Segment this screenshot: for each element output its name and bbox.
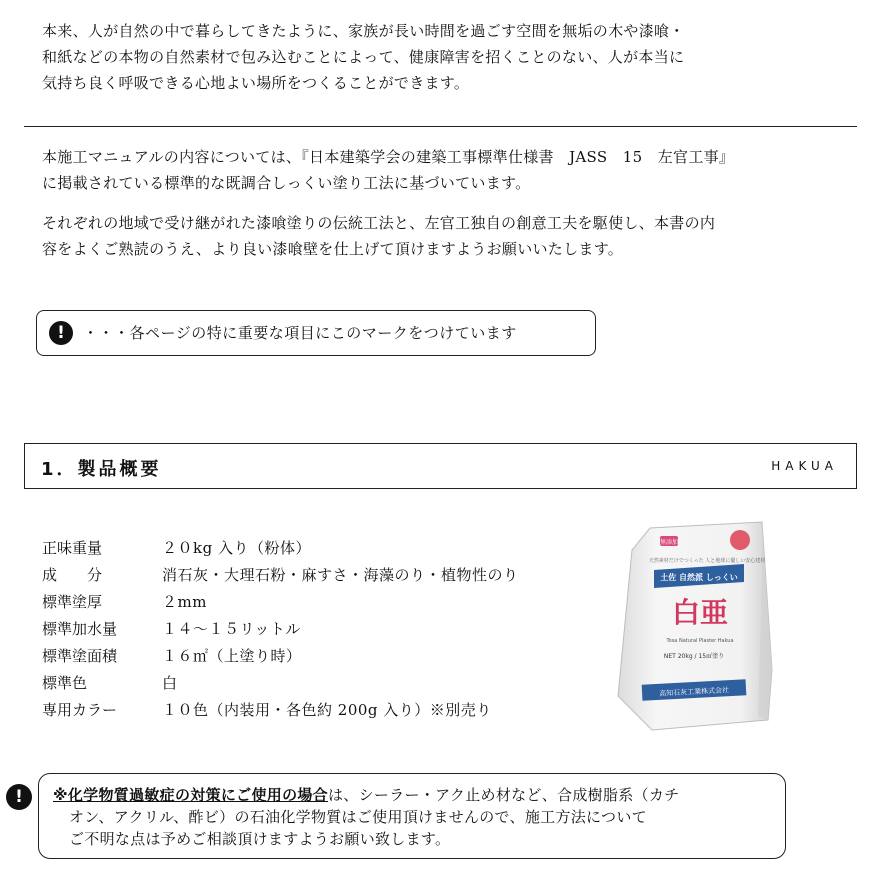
spec-value: ２０kg 入り（粉体） xyxy=(162,539,311,557)
notice-line: オン、アクリル、酢ビ）の石油化学物質はご使用頂けませんので、施工方法について xyxy=(69,808,647,826)
spec-label: 正味重量 xyxy=(42,539,103,557)
spec-row xyxy=(42,535,602,562)
bag-seal xyxy=(730,530,750,550)
intro-paragraph xyxy=(42,18,842,96)
manual-line: に掲載されている標準的な既調合しっくい塗り工法に基づいています。 xyxy=(42,174,531,192)
intro-line: 和紙などの本物の自然素材で包み込むことによって、健康障害を招くことのない、人が本当に xyxy=(42,48,685,66)
spec-value: １６㎡（上塗り時） xyxy=(162,647,302,665)
spec-label: 成 分 xyxy=(42,566,103,584)
spec-row xyxy=(42,670,602,697)
notice-line xyxy=(53,784,773,806)
manual-line: 容をよくご熟読のうえ、より良い漆喰壁を仕上げて頂けますようお願いいたします。 xyxy=(42,240,624,258)
spec-row xyxy=(42,589,602,616)
spec-row xyxy=(42,616,602,643)
bag-maker: 高知石灰工業株式会社 xyxy=(658,686,730,698)
bag-product-name: 白亜 xyxy=(671,596,729,629)
intro-line: 気持ち良く呼吸できる心地よい場所をつくることができます。 xyxy=(42,74,470,92)
bag-tagline: 天然素材だけでつくった 人と地球に優しい安心建材 xyxy=(648,558,766,564)
spec-label: 標準色 xyxy=(42,674,88,692)
notice-text xyxy=(53,784,773,850)
spec-value: ２mm xyxy=(162,593,207,611)
intro-line: 本来、人が自然の中で暮らしてきたように、家族が長い時間を過ごす空間を無垢の木や漆喰・ xyxy=(42,22,685,40)
spec-row xyxy=(42,697,602,724)
section-header xyxy=(24,443,857,489)
spec-label: 標準塗厚 xyxy=(42,593,103,611)
manual-line: 本施工マニュアルの内容については、『日本建築学会の建築工事標準仕様書 JASS 15 左官工事』 xyxy=(42,148,735,166)
notice-emphasis: ※化学物質過敏症の対策にご使用の場合 xyxy=(53,786,328,804)
divider xyxy=(24,126,857,127)
spec-label: 標準加水量 xyxy=(42,620,118,638)
bag-english-name: Tosa Natural Plaster Hakua xyxy=(666,638,734,644)
exclamation-icon: ! xyxy=(49,321,73,345)
spec-value: 白 xyxy=(162,674,178,692)
bag-net-weight: NET 20kg / 15㎡塗り xyxy=(663,653,725,660)
manual-paragraph-2 xyxy=(42,210,842,262)
section-title: 1．製品概要 xyxy=(41,459,162,480)
spec-value: １４～１５リットル xyxy=(162,620,301,638)
notice-line: ご不明な点は予めご相談頂けますようお願い致します。 xyxy=(69,830,451,848)
bag-badge-text: 無添加 xyxy=(659,539,679,546)
spec-row xyxy=(42,643,602,670)
product-bag-image xyxy=(612,520,778,732)
spec-label: 専用カラー xyxy=(42,701,118,719)
spec-label: 標準塗面積 xyxy=(42,647,118,665)
manual-line: それぞれの地域で受け継がれた漆喰塗りの伝統工法と、左官工独自の創意工夫を駆使し、本書の内 xyxy=(42,214,716,232)
spec-row xyxy=(42,562,602,589)
notice-line-rest: は、シーラー・アク止め材など、合成樹脂系（カチ xyxy=(327,786,680,804)
bag-ribbon-text: 土佐 自然派 しっくい xyxy=(660,573,738,582)
section-subtitle: HAKUA xyxy=(771,459,838,473)
mark-legend-text: ・・・各ページの特に重要な項目にこのマークをつけています xyxy=(83,324,517,342)
manual-paragraph-1 xyxy=(42,144,842,196)
spec-value: １０色（内装用・各色約 200g 入り）※別売り xyxy=(162,701,492,719)
exclamation-icon: ! xyxy=(6,784,32,810)
spec-list xyxy=(42,535,602,724)
chemical-sensitivity-notice xyxy=(38,773,786,859)
important-mark-legend xyxy=(36,310,596,356)
spec-value: 消石灰・大理石粉・麻すさ・海藻のり・植物性のり xyxy=(162,566,519,584)
